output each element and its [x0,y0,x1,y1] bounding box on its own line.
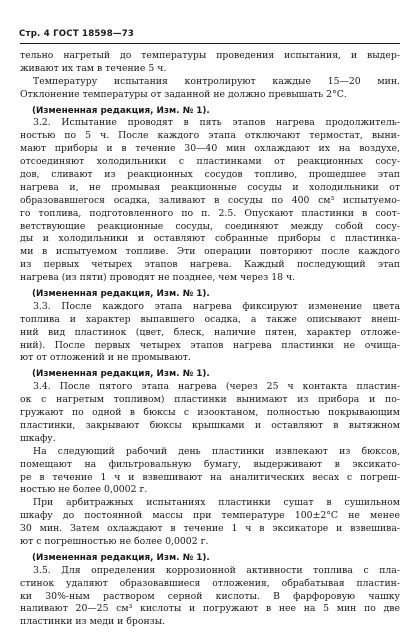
text-line: нагрева (из пяти) проводят не позднее, чем через 18 ч. [20,272,296,284]
text-line: ностью по 5 ч. После каждого этапа отключают термостат, выни- [20,130,400,142]
text-line: Отклонение температуры от заданной не должно превышать 2°С. [20,88,347,100]
text-line: 3.3. После каждого этапа нагрева фиксируют изменение цвета [33,300,400,312]
text-line: гружают по одной в бюксы с изооктаном, полностью покрывающим [20,407,400,419]
text-line: шкафу до постоянной массы при температуре 100±2°С не менее [20,510,400,522]
amendment-note: (Измененная редакция, Изм. № 1). [32,289,210,300]
text-line: го топлива, подготовленного по п. 2.5. Опускают пластинки в соот- [20,207,400,219]
text-line: ностью не более 0,0002 г. [20,484,148,496]
text-line: ок с нагретым топливом) пластинки вынимают из прибора и по- [20,394,400,406]
text-line: живают их там в течение 5 ч. [20,62,167,74]
text-line: образовавшегося осадка, заливают в сосуды по 400 см³ испытуемо- [20,194,400,206]
text-line: наливают 20—25 см³ кислоты и погружают в нее на 5 мин по две [20,603,400,615]
text-line: ний). После первых четырех этапов нагрева пластинки не очища- [20,339,400,351]
text-line: При арбитражных испытаниях пластинки сушат в сушильном [33,497,400,509]
text-line: ний вид пластинок (цвет, блеск, наличие пятен, характер отложе- [20,326,400,338]
text-line: из первых четырех этапов нагрева. Каждый последующий этап [20,259,400,271]
text-line: отсоединяют холодильники с пластинками от реакционных сосу- [20,156,400,168]
text-line: шкафу. [20,432,56,444]
text-line: Температуру испытания контролируют каждые 15—20 мин. [33,75,400,87]
text-line: нагрева и, не промывая реакционные сосуды и холодильники от [20,181,400,193]
text-line: 30 мин. Затем охлаждают в течение 1 ч в эксикаторе и взвешива- [20,523,400,535]
text-line: тельно нагретый до температуры проведения испытания, и выдер- [20,50,400,61]
text-line: стинок удаляют образовавшиеся отложения, обрабатывая пластин- [20,577,400,589]
text-line: 3.2. Испытание проводят в пять этапов нагрева продолжитель- [33,117,400,129]
amendment-note: (Измененная редакция, Изм. № 1). [32,105,210,116]
text-line: ют с погрешностью не более 0,0002 г. [20,535,209,547]
text-line: ми в испытуемом топливе. Эти операции повторяют после каждого [20,246,400,258]
text-line: ре в течение 1 ч и взвешивают на аналитических весах с погреш- [20,471,400,483]
text-line: пластинки, закрывают бюксы крышками и оставляют в вытяжном [20,419,400,431]
text-line: дов, сливают из реакционных сосудов топливо, прошедшее этап [20,169,400,181]
text-line: ды и холодильники и оставляют собранные приборы с пластинка- [20,233,400,245]
text-line: помещают на фильтровальную бумагу, выдерживают в эксикато- [20,458,400,470]
text-line: мают приборы и в течение 30—40 мин охлаждают их на воздухе, [20,143,400,155]
amendment-note: (Измененная редакция, Изм. № 1). [32,369,210,380]
text-line: ветствующие реакционные сосуды, соединяют между собой сосу- [20,220,400,232]
text-line: пластинки из меди и бронзы. [20,616,166,628]
text-line: 3.4. После пятого этапа нагрева (через 25 ч контакта пластин- [33,381,400,393]
text-line: На следующий рабочий день пластинки извлекают из бюксов, [33,445,400,457]
text-line: топлива и характер выпавшего осадка, а также описывают внеш- [20,313,400,325]
text-line: ки 30%-ным раствором серной кислоты. В фарфоровую чашку [20,590,400,602]
amendment-note: (Измененная редакция, Изм. № 1). [32,552,210,563]
text-line: 3.5. Для определения коррозионной активности топлива с пла- [33,564,400,576]
header-rule [20,43,400,44]
document-body [20,50,400,629]
page-header: Стр. 4 ГОСТ 18598—73 [19,29,135,39]
text-line: ют от отложений и не промывают. [20,352,191,364]
